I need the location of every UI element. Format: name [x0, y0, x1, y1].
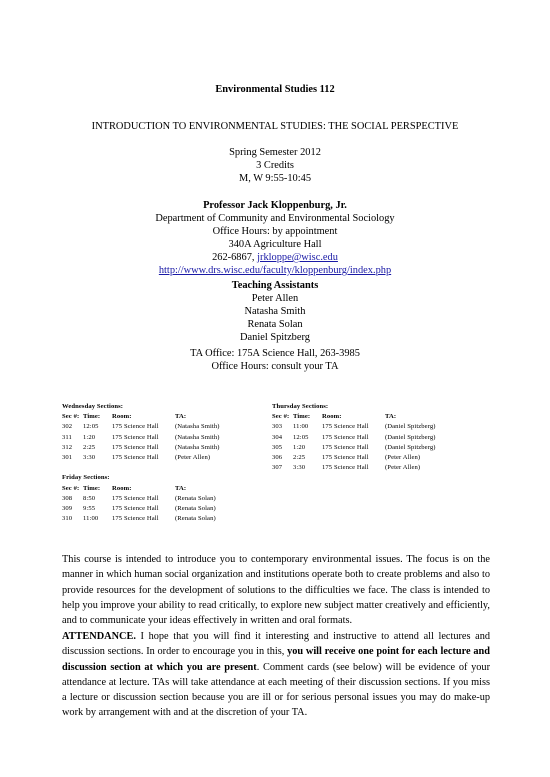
semester: Spring Semester 2012 — [229, 147, 321, 158]
section-number: 310 — [62, 515, 73, 523]
section-room: 175 Science Hall — [322, 443, 369, 451]
section-room: 175 Science Hall — [112, 433, 159, 441]
column-header: Room: — [322, 413, 342, 421]
section-time: 8:50 — [83, 494, 96, 502]
section-time: 11:00 — [83, 515, 99, 523]
course-info — [0, 146, 550, 185]
section-room: 175 Science Hall — [112, 453, 159, 461]
professor-website-link[interactable]: http://www.drs.wisc.edu/faculty/kloppenburg/index.php — [158, 265, 392, 276]
friday-sections — [62, 473, 272, 524]
section-time: 9:55 — [83, 504, 96, 512]
professor-name: Professor Jack Kloppenburg, Jr. — [203, 200, 347, 211]
section-row — [62, 433, 272, 443]
section-row — [272, 463, 492, 473]
column-header: TA: — [385, 413, 397, 421]
professor-office: 340A Agriculture Hall — [228, 239, 322, 250]
section-group-title: Thursday Sections: — [272, 403, 329, 410]
attendance-paragraph — [62, 629, 490, 721]
section-room: 175 Science Hall — [112, 515, 159, 523]
section-room: 175 Science Hall — [112, 443, 159, 451]
ta-heading: Teaching Assistants — [231, 280, 319, 291]
section-ta: (Renata Solan) — [175, 504, 216, 512]
course-description: This course is intended to introduce you to contemporary environmental issues. The focus is on the manner in which human social organization and institutions operate both to create problems and also to provide resources for the development of solutions to the difficulties we face. The class is intended to help you improve your ability to read critically, to explore new subject matter creatively and efficiently, and to communicate your ideas effectively in written and oral formats. — [62, 554, 490, 627]
section-time: 1:20 — [293, 443, 306, 451]
section-ta: (Daniel Spitzberg) — [385, 443, 436, 451]
column-header: Room: — [112, 413, 132, 421]
section-ta: (Renata Solan) — [175, 494, 216, 502]
section-number: 312 — [62, 443, 73, 451]
section-time: 3:30 — [83, 453, 96, 461]
section-row — [272, 443, 492, 453]
section-ta: (Natasha Smith) — [175, 443, 220, 451]
professor-office-hours: Office Hours: by appointment — [212, 226, 338, 237]
attendance-heading: ATTENDANCE. — [62, 631, 136, 642]
section-time: 11:00 — [293, 423, 309, 431]
section-ta: (Natasha Smith) — [175, 433, 220, 441]
professor-phone: 262-6867, — [212, 252, 258, 263]
thursday-sections — [272, 402, 492, 473]
professor-email-link[interactable]: jrkloppe@wisc.edu — [257, 252, 338, 263]
section-time: 12:05 — [293, 433, 309, 441]
section-row — [62, 453, 272, 463]
credits: 3 Credits — [256, 160, 294, 171]
section-number: 308 — [62, 494, 73, 502]
section-row — [272, 422, 492, 432]
section-room: 175 Science Hall — [322, 433, 369, 441]
professor-contact — [0, 251, 550, 264]
section-number: 311 — [62, 433, 72, 441]
section-time: 3:30 — [293, 464, 306, 472]
section-time: 12:05 — [83, 423, 99, 431]
ta-name: Renata Solan — [247, 319, 303, 330]
section-number: 303 — [272, 423, 283, 431]
section-row — [62, 494, 272, 504]
ta-name: Natasha Smith — [244, 306, 306, 317]
section-number: 301 — [62, 453, 73, 461]
section-number: 307 — [272, 464, 283, 472]
column-header: Sec #: — [272, 413, 290, 421]
section-group-title: Wednesday Sections: — [62, 403, 124, 410]
column-header: TA: — [175, 484, 187, 492]
section-time: 2:25 — [83, 443, 96, 451]
section-ta: (Daniel Spitzberg) — [385, 433, 436, 441]
section-number: 304 — [272, 433, 283, 441]
section-ta: (Peter Allen) — [385, 453, 421, 461]
section-ta: (Daniel Spitzberg) — [385, 423, 436, 431]
ta-office-location: TA Office: 175A Science Hall, 263-3985 — [190, 348, 360, 359]
column-header: Sec #: — [62, 413, 80, 421]
section-room: 175 Science Hall — [112, 494, 159, 502]
section-row — [272, 433, 492, 443]
course-title: INTRODUCTION TO ENVIRONMENTAL STUDIES: THE SOCIAL PERSPECTIVE — [91, 121, 459, 132]
section-time: 1:20 — [83, 433, 96, 441]
section-row — [62, 443, 272, 453]
professor-department: Department of Community and Environmental Sociology — [155, 213, 395, 224]
ta-name: Peter Allen — [251, 293, 299, 304]
ta-name: Daniel Spitzberg — [240, 332, 310, 343]
section-number: 306 — [272, 453, 283, 461]
section-ta: (Natasha Smith) — [175, 423, 220, 431]
teaching-assistants — [0, 279, 550, 344]
section-time: 2:25 — [293, 453, 306, 461]
column-header: Time: — [83, 484, 101, 492]
ta-office-hours: Office Hours: consult your TA — [211, 361, 339, 372]
section-row — [62, 422, 272, 432]
section-room: 175 Science Hall — [112, 504, 159, 512]
attendance-text: I hope that you will find it interesting and instructive to attend all lectures and discussion sections. In order to encourage you in this, — [62, 631, 490, 658]
section-row — [272, 453, 492, 463]
section-column-headers — [62, 484, 272, 494]
section-column-headers — [62, 412, 272, 422]
wednesday-sections — [62, 402, 272, 463]
section-group-title: Friday Sections: — [62, 474, 110, 482]
section-row — [62, 504, 272, 514]
section-ta: (Renata Solan) — [175, 515, 216, 523]
section-number: 305 — [272, 443, 283, 451]
column-header: Room: — [112, 484, 132, 492]
section-room: 175 Science Hall — [322, 453, 369, 461]
section-room: 175 Science Hall — [322, 423, 369, 431]
attendance-text: . Comment cards (see below) will be evidence of your attendance at lecture. TAs will take attendance at each meeting of their discussion sections. If you miss a lecture or discussion section because you are ill or for serious personal issues you may do make-up work by arrangement with and at the discretion of your TA. — [62, 661, 491, 719]
section-room: 175 Science Hall — [322, 464, 369, 472]
section-ta: (Peter Allen) — [385, 464, 421, 472]
section-number: 309 — [62, 504, 73, 512]
attendance-emphasis: you will receive one point for each lecture and discussion section at which you are present — [62, 646, 490, 673]
column-header: Time: — [83, 413, 101, 421]
column-header: Sec #: — [62, 484, 80, 492]
section-number: 302 — [62, 423, 73, 431]
ta-office-info — [0, 347, 550, 373]
section-ta: (Peter Allen) — [175, 453, 211, 461]
column-header: TA: — [175, 413, 187, 421]
meeting-schedule: M, W 9:55-10:45 — [238, 173, 312, 184]
section-room: 175 Science Hall — [112, 423, 159, 431]
section-column-headers — [272, 412, 492, 422]
section-row — [62, 514, 272, 524]
course-number: Environmental Studies 112 — [215, 84, 335, 95]
column-header: Time: — [293, 413, 311, 421]
professor-info — [0, 199, 550, 277]
